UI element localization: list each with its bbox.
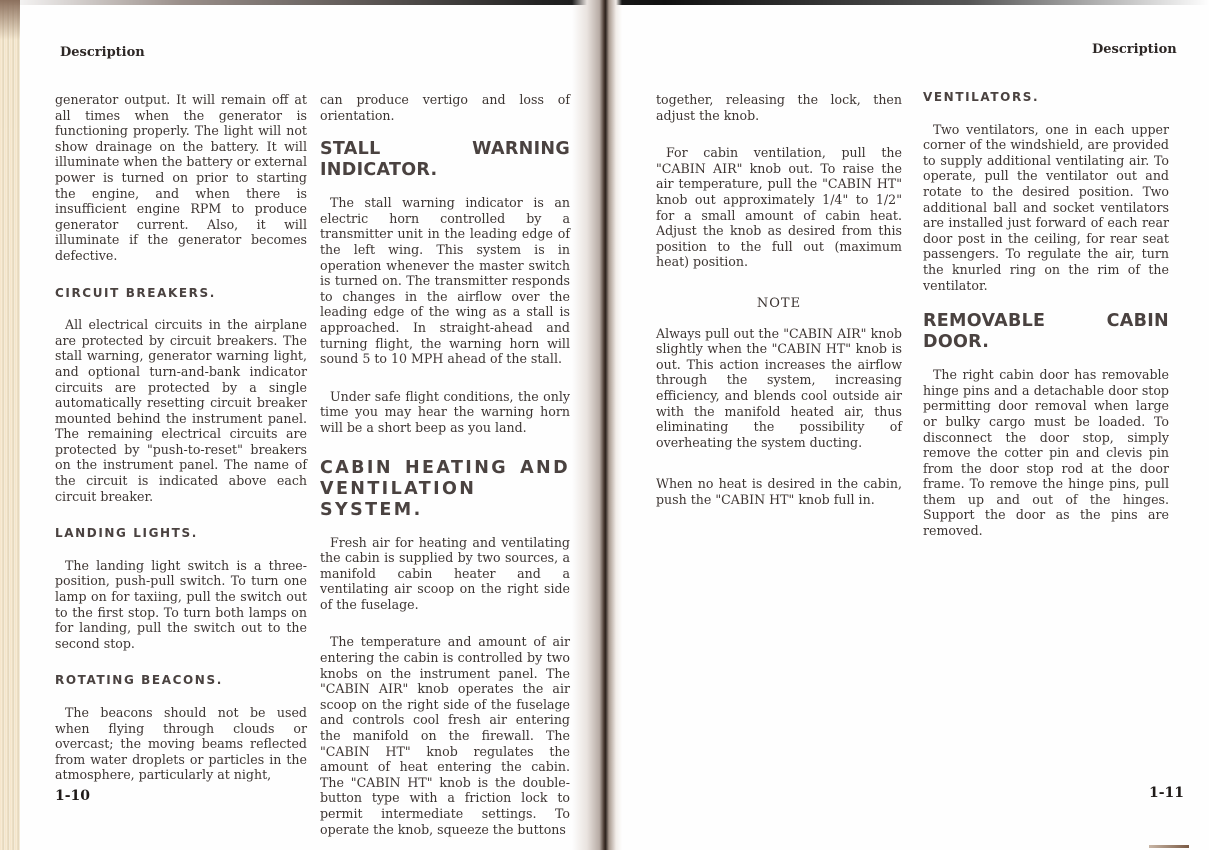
page-number-left: 1-10 bbox=[55, 788, 91, 804]
running-head-left: Description bbox=[60, 45, 145, 60]
paragraph-beacons-continued: can produce vertigo and loss of orientation. bbox=[320, 92, 570, 123]
heading-stall-warning-indicator: STALL WARNING INDICATOR. bbox=[320, 139, 570, 181]
paragraph-landing-lights: The landing light switch is a three-position, push-pull switch. To turn one lamp on for taxiing, pull the switch out to the first stop. To turn both lamps on for landing, pull the switch out to the second stop. bbox=[55, 557, 307, 651]
left-page-column-2 bbox=[320, 92, 570, 853]
paragraph-generator: generator output. It will remain off at all times when the generator is functioning properly. The light will not show drainage on the battery. It will illuminate when the battery or external power is turned on prior to starting the engine, and when there is insufficient engine RPM to produce generator current. Also, it will illuminate if the generator becomes defective. bbox=[55, 92, 308, 263]
heading-cabin-heating-ventilation: CABIN HEATING AND VENTILATION SYSTEM. bbox=[320, 457, 570, 520]
heading-circuit-breakers: CIRCUIT BREAKERS. bbox=[55, 285, 216, 300]
heading-removable-cabin-door: REMOVABLE CABIN DOOR. bbox=[923, 311, 1169, 353]
right-page-column-2 bbox=[923, 90, 1169, 555]
paragraph-ventilators: Two ventilators, one in each upper corner of the windshield, are provided to supply additional ventilating air. To operate, pull the ventilator out and rotate to the desired position. Two additional ball and socket ventilators are installed just forward of each rear door post in the ceiling, for rear seat passengers. To regulate the air, turn the knurled ring on the rim of the ventilator. bbox=[923, 121, 1169, 293]
running-head-right: Description bbox=[1092, 42, 1177, 57]
note-heading: NOTE bbox=[756, 295, 802, 311]
paragraph-knob-continued: together, releasing the lock, then adjust the knob. bbox=[656, 92, 902, 123]
paragraph-no-heat: When no heat is desired in the cabin, push the "CABIN HT" knob full in. bbox=[656, 476, 902, 507]
paragraph-circuit-breakers: All electrical circuits in the airplane are protected by circuit breakers. The stall warning, generator warning light, and optional turn-and-bank indicator circuits are protected by a single automatically resetting circuit breaker mounted behind the instrument panel. The remaining electrical circuits are protected by "push-to-reset" breakers on the instrument panel. The name of the circuit is indicated above each circuit breaker. bbox=[55, 317, 307, 504]
heading-ventilators: VENTILATORS. bbox=[923, 90, 1040, 104]
paragraph-cabin-ventilation: For cabin ventilation, pull the "CABIN AIR" knob out. To raise the air temperature, pull the "CABIN HT" knob out approximately 1/4" to 1/2" for a small amount of cabin heat. Adjust the knob as desired from this position to the full out (maximum heat) position. bbox=[656, 145, 902, 270]
heading-landing-lights: LANDING LIGHTS. bbox=[55, 526, 198, 541]
paragraph-stall-warning-2: Under safe flight conditions, the only time you may hear the warning horn will be a short beep as you land. bbox=[320, 388, 570, 435]
right-page bbox=[612, 0, 1209, 850]
paragraph-cabin-heating-2: The temperature and amount of air entering the cabin is controlled by two knobs on the instrument panel. The "CABIN AIR" knob operates the air scoop on the right side of the fuselage and controls cool fresh air entering the manifold on the firewall. The "CABIN HT" knob regulates the amount of heat entering the cabin. The "CABIN HT" knob is the double-button type with a friction lock to permit intermediate settings. To operate the knob, squeeze the buttons bbox=[320, 634, 570, 837]
right-page-column-1 bbox=[656, 92, 902, 523]
note-body: Always pull out the "CABIN AIR" knob slightly when the "CABIN HT" knob is out. This action increases the airflow through the system, increasing efficiency, and blends cool outside air with the manifold heated air, thus eliminating the possibility of overheating the system ducting. bbox=[656, 325, 902, 450]
paragraph-removable-cabin-door: The right cabin door has removable hinge pins and a detachable door stop permitting door removal when large or bulky cargo must be loaded. To disconnect the door stop, simply remove the cotter pin and clevis pin from the door stop rod at the door frame. To remove the hinge pins, pull them up and out of the hinges. Support the door as the pins are removed. bbox=[923, 367, 1169, 539]
left-page-column-1 bbox=[55, 92, 307, 799]
paragraph-rotating-beacons: The beacons should not be used when flying through clouds or overcast; the moving beams reflected from water droplets or particles in the atmosphere, particularly at night, bbox=[55, 705, 307, 783]
left-page bbox=[0, 0, 590, 850]
heading-rotating-beacons: ROTATING BEACONS. bbox=[55, 673, 223, 688]
paragraph-stall-warning-1: The stall warning indicator is an electric horn controlled by a transmitter unit in the leading edge of the left wing. This system is in operation whenever the master switch is turned on. The transmitter responds to changes in the airflow over the leading edge of the wing as a stall is approached. In straight-ahead and turning flight, the warning horn will sound 5 to 10 MPH ahead of the stall. bbox=[320, 195, 570, 367]
paragraph-cabin-heating-1: Fresh air for heating and ventilating the cabin is supplied by two sources, a manifold cabin heater and a ventilating air scoop on the right side of the fuselage. bbox=[320, 534, 570, 612]
page-number-right: 1-11 bbox=[1149, 785, 1185, 801]
